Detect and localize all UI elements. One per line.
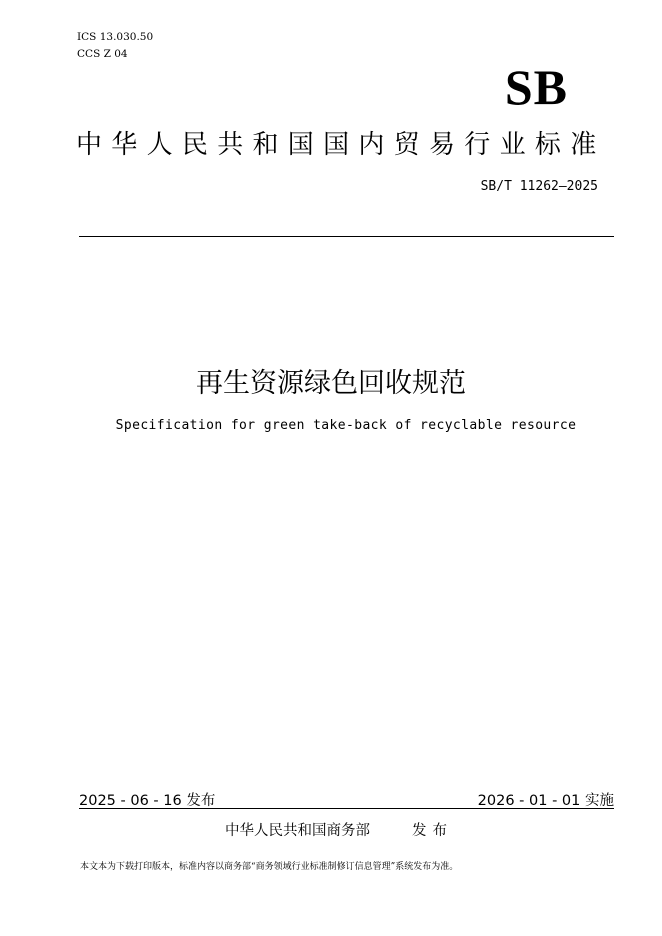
implementation-date: 2026 - 01 - 01 实施 xyxy=(477,793,614,809)
organization-title: 中华人民共和国国内贸易行业标准 xyxy=(76,130,606,160)
issuer-name: 中华人民共和国商务部 xyxy=(225,823,370,839)
ccs-code: CCS Z 04 xyxy=(77,48,128,60)
issuer-verb: 发布 xyxy=(412,823,453,839)
bottom-divider xyxy=(79,808,614,809)
sb-logo: SB xyxy=(504,59,568,115)
ics-code: ICS 13.030.50 xyxy=(77,31,154,43)
document-title-cn: 再生资源绿色回收规范 xyxy=(196,368,466,399)
document-title-en: Specification for green take-back of recyclable resource xyxy=(115,418,577,433)
issue-date: 2025 - 06 - 16 发布 xyxy=(79,793,216,809)
standard-code: SB/T 11262—2025 xyxy=(480,179,598,194)
top-divider xyxy=(79,236,614,237)
footnote: 本文本为下载打印版本，标准内容以商务部“商务领域行业标准制修订信息管理”系统发布为准。 xyxy=(80,862,459,872)
